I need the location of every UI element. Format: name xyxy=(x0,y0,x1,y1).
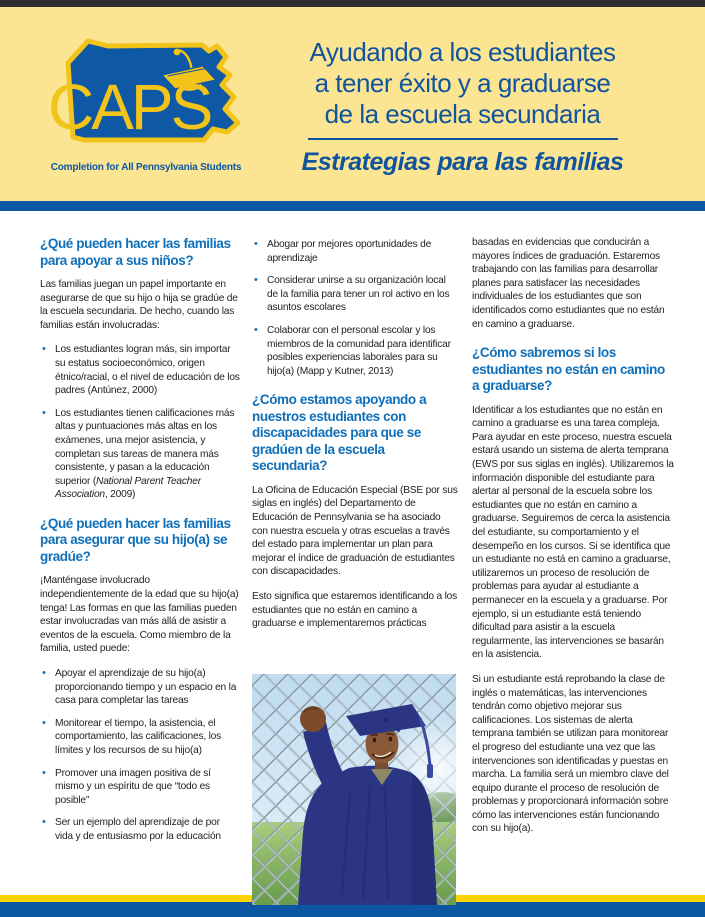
bullet-item xyxy=(40,407,240,502)
graduate-photo xyxy=(252,674,456,905)
bullet-item xyxy=(40,667,240,708)
bullet-item xyxy=(40,343,240,397)
page-subtitle: Estrategias para las familias xyxy=(301,148,624,176)
text-segment: Esto significa que estaremos identificando a los estudiantes que no están en camino a graduarse e implementaremos prácticas xyxy=(252,591,458,630)
top-strip xyxy=(0,0,705,7)
bullet-item xyxy=(252,274,458,315)
bullet-item xyxy=(40,717,240,758)
text-segment: Considerar unirse a su organización local de la familia para tener un rol activo en los asuntos escolares xyxy=(267,275,450,314)
body-paragraph xyxy=(472,673,674,836)
header xyxy=(0,7,705,201)
header-accent-bar xyxy=(0,201,705,211)
body-paragraph xyxy=(40,574,240,656)
bullet-item xyxy=(40,767,240,808)
section-heading: ¿Qué pueden hacer las familias para asegurar que su hijo(a) se gradúe? xyxy=(40,515,231,564)
body-paragraph xyxy=(252,484,458,579)
bullet-list xyxy=(40,343,240,502)
bullet-item xyxy=(40,816,240,843)
caps-acronym: CAPS xyxy=(48,71,211,143)
text-segment: Identificar a los estudiantes que no están en camino a graduarse es una tarea compleja. Para ayudar en este proceso, nuestra escuela estará usando un sistema de alerta temprana (EWS por sus siglas en inglés). Utilizaremos la información disponible del estudiante para alertar al personal de la escuela sobre los estudiantes que no están en camino a graduarse. Seguiremos de cerca la asistencia del estudiante, su comportamiento y el desempeño en los cursos. Si se identifica que un estudiante no está en camino a graduarse, utilizaremos un proceso de resolución de problemas para ayudar al estudiante a permanecer en la escuela y a graduarse. Por ejemplo, si un estudiante está teniendo dificultad para asistir a la escuela regularmente, las intervenciones se basarán en la asistencia. xyxy=(472,404,674,661)
text-segment: Apoyar el aprendizaje de su hijo(a) proporcionando tiempo y un espacio en la casa para completar las tareas xyxy=(55,667,237,707)
column-right xyxy=(472,236,674,847)
page-title-line: a tener éxito y a graduarse xyxy=(314,68,611,98)
body-paragraph xyxy=(40,278,240,332)
text-segment: La Oficina de Educación Especial (BSE por sus siglas en inglés) del Departamento de Educación de Pennsylvania se ha asociado con nuestra escuela y otras escuelas a través del estado para implementar un plan para mejorar el índice de graduación de estudiantes con discapacidades. xyxy=(252,484,458,578)
text-segment: Monitorear el tiempo, la asistencia, el comportamiento, las calificaciones, los límites y los recursos de su hijo(a) xyxy=(55,717,222,756)
text-segment: Si un estudiante está reprobando la clase de inglés o matemáticas, las intervenciones tendrán como objetivo mejorar sus calificaciones. Los sistemas de alerta temprana también se utilizan para monitorear el progreso del estudiante una vez que las intervenciones son identificadas y puestas en marcha. La familia será un miembro clave del equipo durante el proceso de resolución de problemas y proporcionará información sobre cómo las intervenciones están funcionando con su hijo(a). xyxy=(472,673,669,835)
bullet-item xyxy=(252,324,458,378)
section-heading: ¿Cómo estamos apoyando a nuestros estudiantes con discapacidades para que se gradúen de la escuela secundaria? xyxy=(252,392,427,474)
pennsylvania-caps-logo-icon xyxy=(46,31,246,155)
section-heading: ¿Cómo sabremos si los estudiantes no están en camino a graduarse? xyxy=(472,345,665,394)
bullet-list xyxy=(40,667,240,844)
text-segment: basadas en evidencias que conducirán a mayores índices de graduación. Estaremos trabajando con las familias para desarrollar planes para satisfacer las necesidades individuales de los estudiantes que son identificados como estudiantes que no están en camino a graduarse. xyxy=(472,237,665,330)
title-divider xyxy=(308,138,618,140)
title-block xyxy=(250,37,675,177)
caps-logo xyxy=(46,31,246,173)
section-heading: ¿Qué pueden hacer las familias para apoyar a sus niños? xyxy=(40,236,231,268)
bullet-item xyxy=(252,238,458,265)
column-left xyxy=(40,236,240,857)
text-segment: ¡Manténgase involucrado independientemente de la edad que su hijo(a) tenga! Las formas en que las familias pueden estar involucradas van más allá de asistir a eventos de la escuela. Como miembro de la familia, usted puede: xyxy=(40,575,239,655)
text-segment: Promover una imagen positiva de sí mismo y un espíritu de que “todo es posible” xyxy=(55,767,211,806)
text-segment: National Parent Teacher Association xyxy=(55,475,201,501)
text-segment: Abogar por mejores oportunidades de aprendizaje xyxy=(267,239,432,264)
text-segment: Ser un ejemplo del aprendizaje de por vida y de entusiasmo por la educación xyxy=(55,817,221,842)
body-paragraph xyxy=(252,590,458,631)
body-paragraph xyxy=(472,236,674,331)
page-title-line: de la escuela secundaria xyxy=(324,99,601,129)
logo-tagline: Completion for All Pennsylvania Students xyxy=(50,162,242,173)
text-segment: , 2009) xyxy=(104,489,136,501)
bullet-list xyxy=(252,238,458,378)
text-segment: Los estudiantes tienen calificaciones más altas y puntuaciones más altas en los exámenes, una mejor asistencia, y completan sus tareas de manera más consistente, y pasan a la educación superior ( xyxy=(55,407,235,487)
text-segment: Colaborar con el personal escolar y los miembros de la comunidad para identificar posibles experiencias laborales para su hijo(a) (Mapp y Kutner, 2013) xyxy=(267,324,451,377)
text-segment: Los estudiantes logran más, sin importar su estatus socioeconómico, origen étnico/racial, o el nivel de educación de los padres (Antúnez, 2000) xyxy=(55,344,240,397)
column-middle xyxy=(252,236,458,642)
text-segment: Las familias juegan un papel importante en asegurarse de que su hijo o hija se gradúe de la escuela secundaria. De hecho, cuando las familias están involucradas: xyxy=(40,279,238,331)
body-paragraph xyxy=(472,404,674,662)
page-title-line: Ayudando a los estudiantes xyxy=(309,37,616,67)
